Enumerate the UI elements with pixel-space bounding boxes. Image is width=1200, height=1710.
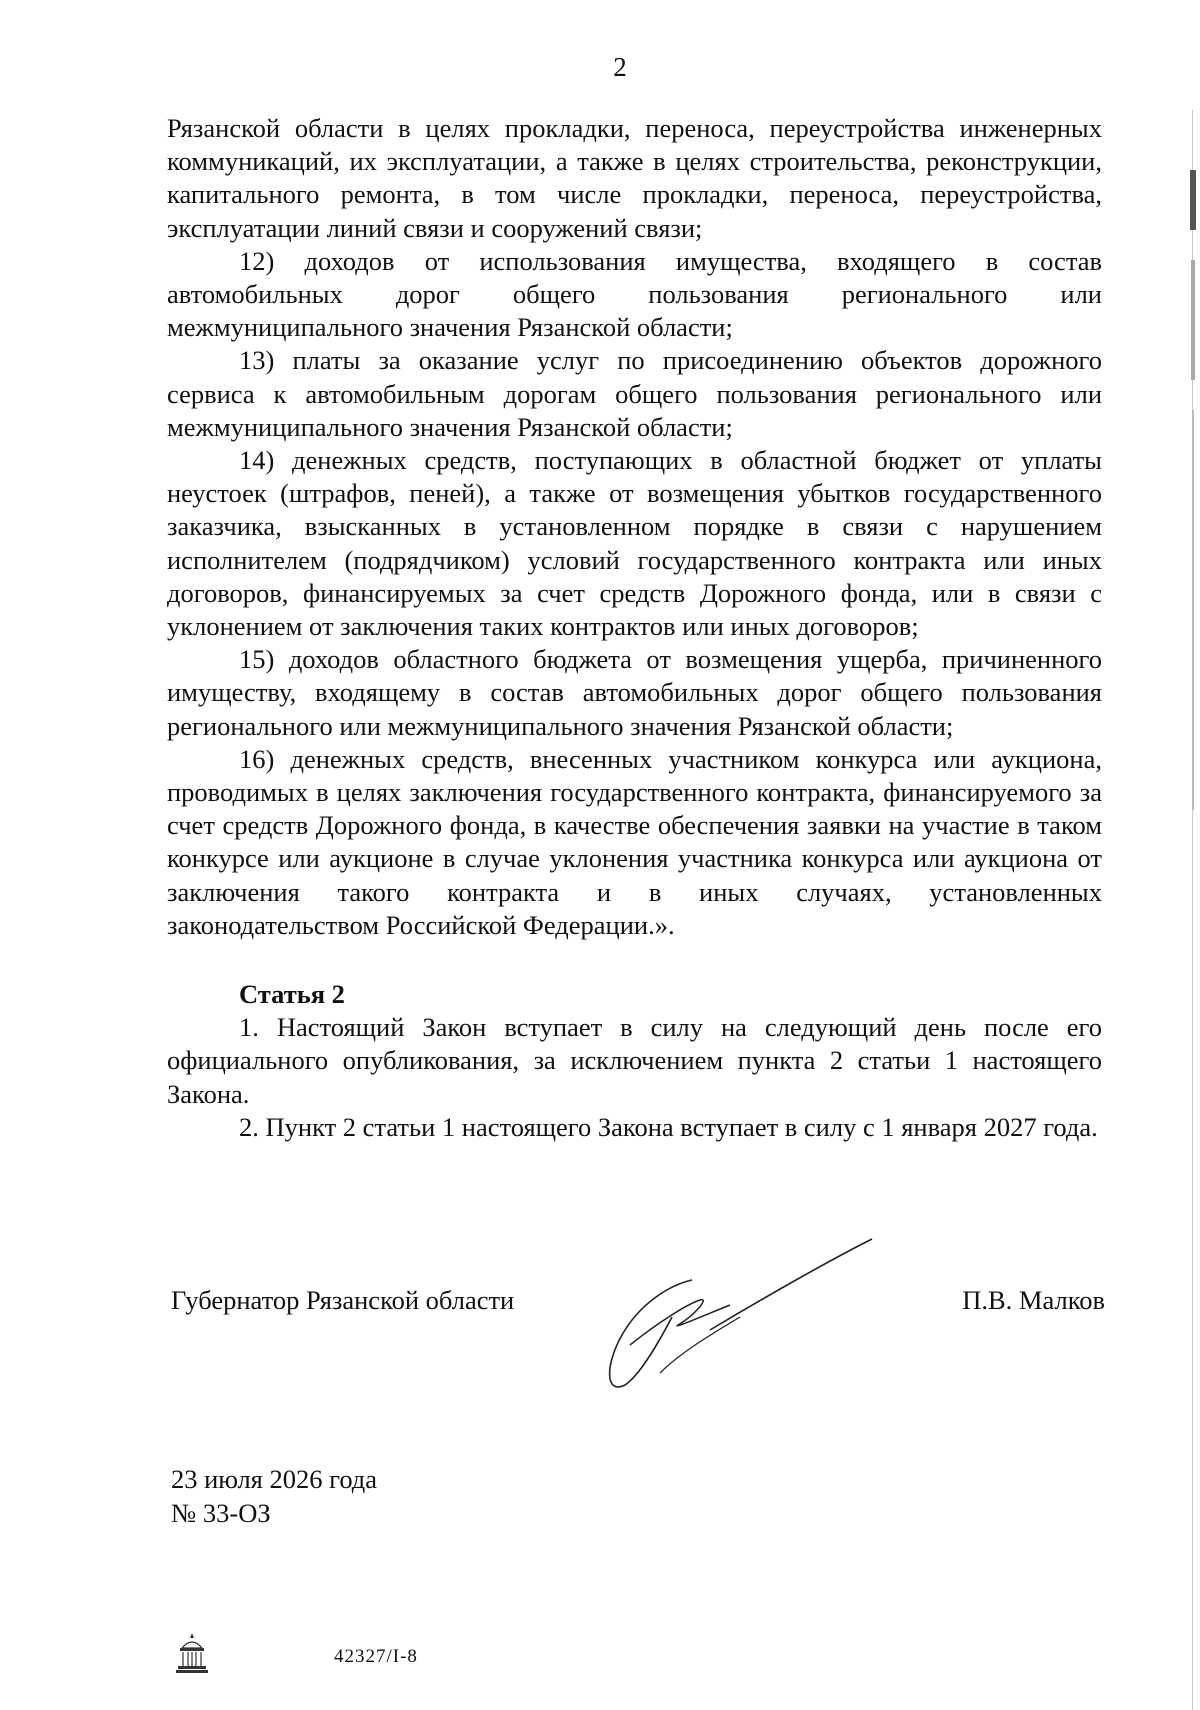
date-block: [171, 1462, 377, 1530]
paragraph-item-16: 16) денежных средств, внесенных участником конкурса или аукциона, проводимых в целях заключения государственного контракта, финансируемого за счет средств Дорожного фонда, в качестве обеспечения заявки на участие в таком конкурсе или аукционе в случае уклонения участника конкурса или аукциона от заключения такого контракта и в иных случаях, установленных законодательством Российской Федерации.».: [167, 743, 1102, 940]
scan-edge-artifact: [1190, 110, 1196, 1710]
signer-name: П.В. Малков: [962, 1285, 1105, 1315]
law-number: № 33-ОЗ: [171, 1498, 271, 1528]
paragraph-item-12: 12) доходов от использования имущества, входящего в состав автомобильных дорог общего пользования регионального или межмуниципального значения Рязанской области;: [167, 245, 1102, 343]
handwritten-signature: [600, 1225, 900, 1400]
document-body: [167, 112, 1102, 1144]
paragraph-continuation: Рязанской области в целях прокладки, переноса, переустройства инженерных коммуникаций, их эксплуатации, а также в целях строительства, реконструкции, капитального ремонта, в том числе прокладки, переноса, переустройства, эксплуатации линий связи и сооружений связи;: [167, 113, 1102, 243]
article-2-heading: Статья 2: [239, 979, 345, 1010]
signing-date: 23 июля 2026 года: [171, 1464, 378, 1494]
article-2-paragraph-1: 1. Настоящий Закон вступает в силу на следующий день после его официального опубликования, за исключением пункта 2 статьи 1 настоящего Закона.: [167, 1012, 1102, 1109]
paragraph-item-14: 14) денежных средств, поступающих в областной бюджет от уплаты неустоек (штрафов, пеней), а также от возмещения убытков государственного заказчика, взысканных в установленном порядке в связи с нарушением исполнителем (подрядчиком) условий государственного контракта или иных договоров, финансируемых за счет средств Дорожного фонда, или в связи с уклонением от заключения таких контрактов или иных договоров;: [167, 445, 1102, 642]
document-code: 42327/I-8: [334, 1646, 418, 1667]
signer-title: Губернатор Рязанской области: [171, 1285, 515, 1315]
paragraph-item-13: 13) платы за оказание услуг по присоединению объектов дорожного сервиса к автомобильным дорогам общего пользования регионального или межмуниципального значения Рязанской области;: [167, 345, 1102, 442]
paragraph-item-15: 15) доходов областного бюджета от возмещения ущерба, причиненного имуществу, входящему в состав автомобильных дорог общего пользования регионального или межмуниципального значения Рязанской области;: [167, 644, 1102, 741]
article-2-paragraph-2: 2. Пункт 2 статьи 1 настоящего Закона вступает в силу с 1 января 2027 года.: [239, 1111, 1098, 1142]
page-number: 2: [613, 52, 627, 82]
building-emblem-icon: [172, 1630, 212, 1676]
